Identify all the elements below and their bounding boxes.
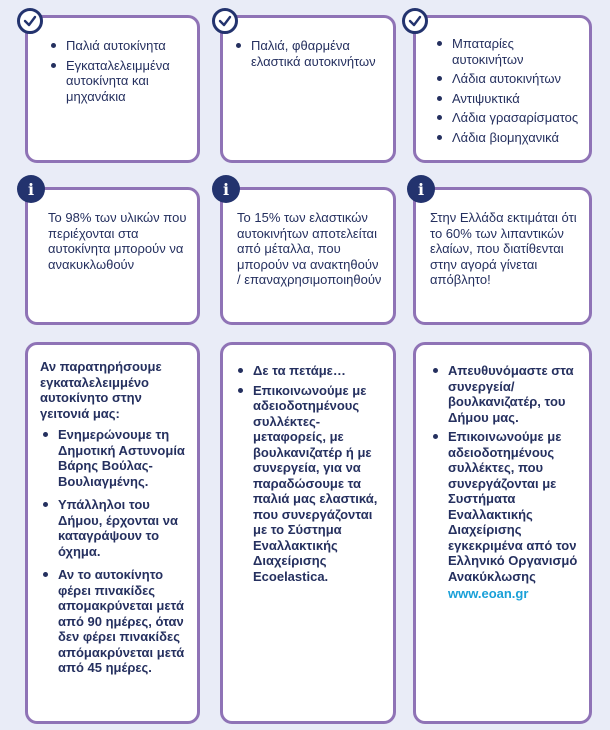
card-abandoned-car-steps	[25, 342, 200, 724]
check-icon	[212, 8, 238, 34]
intro-text: Αν παρατηρήσουμε εγκαταλελειμμένο αυτοκίνητο στην γειτονιά μας:	[40, 359, 162, 421]
card-oil-steps	[413, 342, 592, 724]
info-text: Στην Ελλάδα εκτιμάται ότι το 60% των λιπαντικών ελαίων, που διατίθενται στην αγορά γίνεται απόβλητο!	[430, 210, 577, 287]
list-item: Παλιά αυτοκίνητα	[48, 38, 189, 54]
list-item: Επικοινωνούμε με αδειοδοτημένους συλλέκτες, που συνεργάζονται με Συστήματα Εναλλακτικής Διαχείρισης εγκεκριμένα από τον Ελληνικό Οργανισμό Ανακύκλωσης	[430, 429, 583, 584]
card-old-cars	[25, 15, 200, 163]
list-item: Λάδια βιομηχανικά	[434, 130, 583, 146]
info-text: Το 98% των υλικών που περιέχονται στα αυτοκίνητα μπορούν να ανακυκλωθούν	[48, 210, 187, 272]
list-item: Μπαταρίες αυτοκινήτων	[434, 36, 583, 67]
check-icon	[17, 8, 43, 34]
card-info-tyres	[220, 187, 396, 325]
list-item: Αντιψυκτικά	[434, 91, 583, 107]
list-item: Απευθυνόμαστε στα συνεργεία/ βουλκανιζατέρ, του Δήμου μας.	[430, 363, 583, 425]
info-icon: i	[17, 175, 45, 203]
list-item: Ενημερώνουμε τη Δημοτική Αστυνομία Βάρης Βούλας-Βουλιαγμένης.	[40, 427, 191, 489]
card-tyre-steps	[220, 342, 396, 724]
info-icon: i	[212, 175, 240, 203]
info-text: Το 15% των ελαστικών αυτοκινήτων αποτελείται από μέταλλα, που μπορούν να ανακτηθούν / επαναχρησιμοποιηθούν	[237, 210, 382, 287]
card-old-tyres	[220, 15, 396, 163]
card-info-cars	[25, 187, 200, 325]
list-item: Παλιά, φθαρμένα ελαστικά αυτοκινήτων	[233, 38, 385, 69]
list-item: Δε τα πετάμε…	[235, 363, 387, 379]
list-item: Λάδια γρασαρίσματος	[434, 110, 583, 126]
list-item: Αν το αυτοκίνητο φέρει πινακίδες απομακρύνεται μετά από 90 ημέρες, όταν δεν φέρει πινακίδες απόμακρύνεται μετά από 45 ημέρες.	[40, 567, 191, 676]
check-icon	[402, 8, 428, 34]
card-info-oils	[413, 187, 592, 325]
list-item: Λάδια αυτοκινήτων	[434, 71, 583, 87]
card-batteries-oils	[413, 15, 592, 163]
info-icon: i	[407, 175, 435, 203]
list-item: Υπάλληλοι του Δήμου, έρχονται να καταγράψουν το όχημα.	[40, 497, 191, 559]
list-item: Επικοινωνούμε με αδειοδοτημένους συλλέκτες-μεταφορείς, με βουλκανιζατέρ ή με συνεργεία, για να παραδώσουμε τα παλιά μας ελαστικά, που συνεργάζονται με το Σύστημα Εναλλακτικής Διαχείρισης Ecoelastica.	[235, 383, 387, 585]
eoan-link[interactable]: www.eoan.gr	[448, 586, 529, 601]
list-item: Εγκαταλελειμμένα αυτοκίνητα και μηχανάκια	[48, 58, 189, 105]
